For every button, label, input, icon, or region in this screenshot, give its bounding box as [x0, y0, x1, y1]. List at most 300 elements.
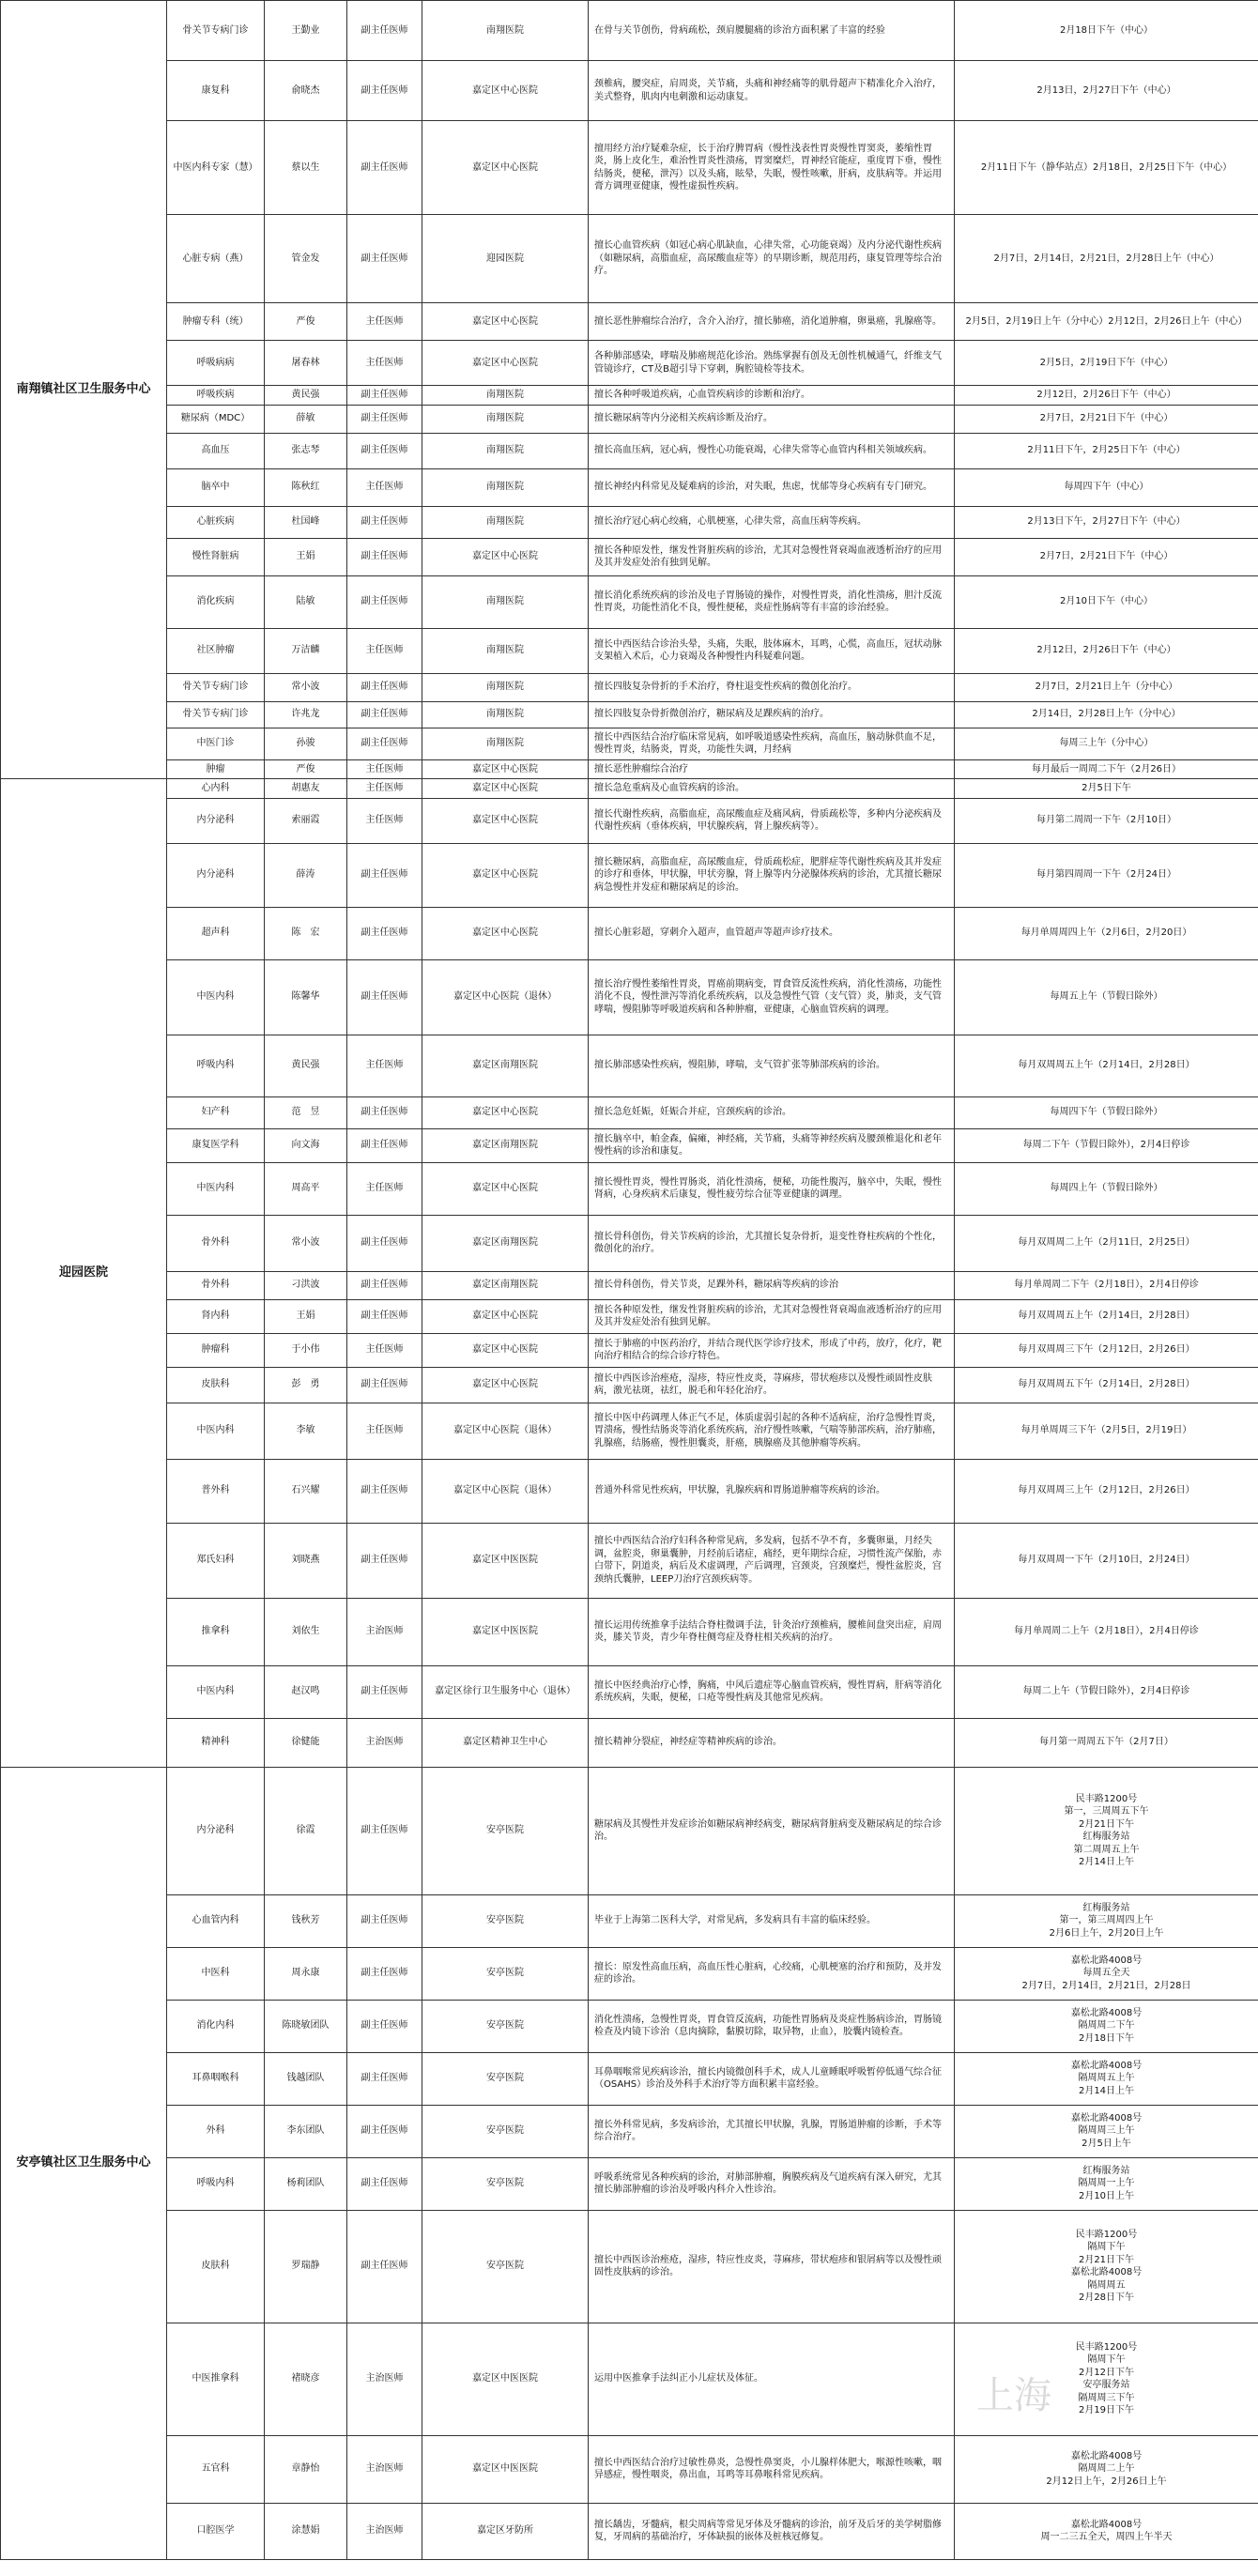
doctor-title-cell: 主任医师 [347, 759, 422, 779]
doctor-name-cell: 陈晓敏团队 [265, 2000, 347, 2052]
table-row [1, 2157, 1258, 2210]
doctor-name-cell: 王娟 [265, 538, 347, 575]
schedule-cell: 2月5日，2月19日下午（中心） [955, 341, 1258, 386]
doctor-title-cell: 副主任医师 [347, 1459, 422, 1523]
schedule-cell: 嘉松北路4008号 隔周周三上午 2月5日上午 [955, 2105, 1258, 2157]
table-row [1, 2503, 1258, 2559]
doctor-name-cell: 钱越团队 [265, 2052, 347, 2105]
hospital-cell: 安亭医院 [422, 2000, 589, 2052]
specialty-description-cell: 擅长四肢复杂骨折微创治疗，糖尿病及足踝疾病的治疗。 [589, 701, 955, 728]
table-row [1, 1598, 1258, 1665]
table-row [1, 798, 1258, 843]
schedule-cell: 每周三上午（分中心） [955, 728, 1258, 759]
doctor-title-cell: 副主任医师 [347, 1767, 422, 1894]
department-cell: 心脏专病（燕） [167, 215, 265, 303]
department-cell: 肿瘤科 [167, 1333, 265, 1367]
hospital-cell: 嘉定区中心医院 [422, 798, 589, 843]
schedule-cell: 每月双周周一下午（2月10日，2月24日） [955, 1523, 1258, 1598]
hospital-cell: 南翔医院 [422, 433, 589, 468]
hospital-cell: 嘉定区南翔医院 [422, 1215, 589, 1271]
schedule-cell: 每月双周周五上午（2月14日，2月28日） [955, 1299, 1258, 1333]
watermark-logo: 上海 [976, 2374, 1051, 2417]
department-cell: 耳鼻咽喉科 [167, 2052, 265, 2105]
department-cell: 肿瘤 [167, 759, 265, 779]
schedule-cell: 每月单周周三下午（2月5日，2月19日） [955, 1403, 1258, 1459]
table-row [1, 959, 1258, 1035]
specialty-description-cell: 颈椎病，腰突症，肩周炎，关节痛，头痛和神经痛等的肌骨超声下精准化介入治疗，美式整脊，肌肉内电刺激和运动康复。 [589, 61, 955, 121]
department-cell: 骨关节专病门诊 [167, 701, 265, 728]
doctor-name-cell: 陆敏 [265, 575, 347, 628]
table-row [1, 1035, 1258, 1096]
table-row [1, 2323, 1258, 2435]
schedule-cell: 每月双周周五下午（2月14日，2月28日） [955, 1367, 1258, 1403]
doctor-name-cell: 徐霞 [265, 1767, 347, 1894]
doctor-title-cell: 副主任医师 [347, 2157, 422, 2210]
hospital-cell: 嘉定区精神卫生中心 [422, 1718, 589, 1767]
doctor-name-cell: 周高平 [265, 1162, 347, 1215]
hospital-cell: 嘉定区中心医院 [422, 759, 589, 779]
table-row [1, 1162, 1258, 1215]
specialty-description-cell: 擅长治疗冠心病心绞痛，心肌梗塞，心律失常，高血压病等疾病。 [589, 506, 955, 538]
specialty-description-cell: 在骨与关节创伤，骨病疏松，颈肩腰腿痛的诊治方面积累了丰富的经验 [589, 1, 955, 61]
table-row [1, 341, 1258, 386]
schedule-cell: 每月第四周周一下午（2月24日） [955, 843, 1258, 907]
doctor-name-cell: 蔡以生 [265, 121, 347, 215]
schedule-cell: 每月双周周三下午（2月12日，2月26日） [955, 1333, 1258, 1367]
doctor-name-cell: 周永康 [265, 1947, 347, 2000]
doctor-title-cell: 副主任医师 [347, 1, 422, 61]
specialty-description-cell: 消化性溃疡，急慢性胃炎，胃食管反流病，功能性胃肠病及炎症性肠病诊治，胃肠镜检查及内镜下诊治（息肉摘除，黏膜切除，取异物，止血），胶囊内镜检查。 [589, 2000, 955, 2052]
doctor-title-cell: 副主任医师 [347, 1665, 422, 1718]
hospital-cell: 嘉定区南翔医院 [422, 1035, 589, 1096]
schedule-cell: 红梅服务站 隔周周一上午 2月10日上午 [955, 2157, 1258, 2210]
schedule-cell: 嘉松北路4008号 周一二三五全天，周四上午半天 [955, 2503, 1258, 2559]
hospital-cell: 嘉定区中心医院 [422, 538, 589, 575]
doctor-name-cell: 常小波 [265, 1215, 347, 1271]
doctor-title-cell: 副主任医师 [347, 575, 422, 628]
doctor-name-cell: 俞晓杰 [265, 61, 347, 121]
department-cell: 消化内科 [167, 2000, 265, 2052]
specialty-description-cell: 普通外科常见性疾病，甲状腺，乳腺疾病和胃肠道肿瘤等疾病的诊治。 [589, 1459, 955, 1523]
table-row [1, 1767, 1258, 1894]
specialty-description-cell: 擅长恶性肿瘤综合治疗 [589, 759, 955, 779]
hospital-cell: 南翔医院 [422, 405, 589, 433]
table-row [1, 1367, 1258, 1403]
department-cell: 骨关节专病门诊 [167, 673, 265, 701]
doctor-title-cell: 副主任医师 [347, 1367, 422, 1403]
schedule-cell: 2月13日下午，2月27日下午（中心） [955, 506, 1258, 538]
hospital-cell: 安亭医院 [422, 1767, 589, 1894]
department-cell: 超声科 [167, 907, 265, 959]
department-cell: 内分泌科 [167, 798, 265, 843]
specialty-description-cell: 擅长：原发性高血压病，高血压性心脏病，心绞痛，心肌梗塞的治疗和预防，及并发症的诊治。 [589, 1947, 955, 2000]
specialty-description-cell: 擅长心血管疾病（如冠心病心肌缺血，心律失常，心功能衰竭）及内分泌代谢性疾病（如糖尿病，高脂血症，高尿酸血症等）的早期诊断，规范用药，康复管理等综合治疗。 [589, 215, 955, 303]
table-row [1, 1665, 1258, 1718]
schedule-cell: 每月最后一周周二下午（2月26日） [955, 759, 1258, 779]
hospital-cell: 嘉定区中心医院 [422, 1162, 589, 1215]
doctor-name-cell: 许兆龙 [265, 701, 347, 728]
doctor-name-cell: 褚晓彦 [265, 2323, 347, 2435]
hospital-cell: 嘉定区南翔医院 [422, 1271, 589, 1299]
department-cell: 皮肤科 [167, 2210, 265, 2323]
specialty-description-cell: 各种肺部感染，哮喘及肺癌规范化诊治。熟练掌握有创及无创性机械通气，纤维支气管镜诊疗，CT及B超引导下穿刺，胸腔镜检等技术。 [589, 341, 955, 386]
table-row [1, 843, 1258, 907]
schedule-cell: 2月5日下午 [955, 779, 1258, 799]
schedule-cell: 每月单周周二上午（2月18日），2月4日停诊 [955, 1598, 1258, 1665]
doctor-title-cell: 主治医师 [347, 2435, 422, 2503]
doctor-name-cell: 向文海 [265, 1128, 347, 1162]
table-row [1, 506, 1258, 538]
hospital-cell: 安亭医院 [422, 2105, 589, 2157]
department-cell: 中医推拿科 [167, 2323, 265, 2435]
doctor-title-cell: 副主任医师 [347, 1947, 422, 2000]
hospital-cell: 嘉定区中心医院（退休） [422, 1459, 589, 1523]
hospital-cell: 南翔医院 [422, 701, 589, 728]
doctor-title-cell: 副主任医师 [347, 506, 422, 538]
doctor-title-cell: 副主任医师 [347, 728, 422, 759]
schedule-cell: 2月7日，2月14日，2月21日，2月28日上午（中心） [955, 215, 1258, 303]
schedule-cell: 每月双周周二上午（2月11日，2月25日） [955, 1215, 1258, 1271]
hospital-cell: 嘉定区中心医院 [422, 779, 589, 799]
doctor-name-cell: 石兴耀 [265, 1459, 347, 1523]
specialty-description-cell: 擅长急危重病及心血管疾病的诊治。 [589, 779, 955, 799]
department-cell: 郑氏妇科 [167, 1523, 265, 1598]
specialty-description-cell: 擅长心脏彩超，穿刺介入超声，血管超声等超声诊疗技术。 [589, 907, 955, 959]
department-cell: 社区肿瘤 [167, 628, 265, 673]
schedule-cell: 2月18日下午（中心） [955, 1, 1258, 61]
hospital-cell: 嘉定区南翔医院 [422, 1128, 589, 1162]
doctor-name-cell: 李敏 [265, 1403, 347, 1459]
table-row [1, 1333, 1258, 1367]
hospital-cell: 安亭医院 [422, 2052, 589, 2105]
specialty-description-cell: 擅长中西医结合治疗临床常见病，如呼吸道感染性疾病，高血压，脑动脉供血不足，慢性胃炎，结肠炎，胃炎，功能性失调，月经病 [589, 728, 955, 759]
doctor-title-cell: 主任医师 [347, 1162, 422, 1215]
doctor-name-cell: 杨莉团队 [265, 2157, 347, 2210]
doctor-name-cell: 涂慧娟 [265, 2503, 347, 2559]
doctor-title-cell: 主治医师 [347, 1598, 422, 1665]
table-row [1, 1128, 1258, 1162]
doctor-name-cell: 张志琴 [265, 433, 347, 468]
doctor-title-cell: 副主任医师 [347, 843, 422, 907]
table-row [1, 759, 1258, 779]
schedule-cell: 嘉松北路4008号 隔周周二上午 2月12日上午，2月26日上午 [955, 2435, 1258, 2503]
hospital-cell: 嘉定区中心医院（退休） [422, 959, 589, 1035]
department-cell: 心脏疾病 [167, 506, 265, 538]
doctor-title-cell: 主任医师 [347, 341, 422, 386]
doctor-name-cell: 陈秋红 [265, 468, 347, 506]
table-row [1, 1, 1258, 61]
specialty-description-cell: 擅长肺部感染性疾病，慢阻肺，哮喘，支气管扩张等肺部疾病的诊治。 [589, 1035, 955, 1096]
table-row [1, 1403, 1258, 1459]
doctor-name-cell: 黄民强 [265, 1035, 347, 1096]
doctor-title-cell: 副主任医师 [347, 121, 422, 215]
table-row [1, 779, 1258, 799]
doctor-title-cell: 主任医师 [347, 468, 422, 506]
hospital-cell: 嘉定区中心医院 [422, 843, 589, 907]
doctor-title-cell: 副主任医师 [347, 907, 422, 959]
department-cell: 内分泌科 [167, 843, 265, 907]
doctor-name-cell: 李东团队 [265, 2105, 347, 2157]
doctor-title-cell: 副主任医师 [347, 673, 422, 701]
hospital-cell: 安亭医院 [422, 1894, 589, 1947]
hospital-cell: 南翔医院 [422, 575, 589, 628]
department-cell: 中医门诊 [167, 728, 265, 759]
department-cell: 康复科 [167, 61, 265, 121]
department-cell: 肿瘤专科（统） [167, 303, 265, 341]
schedule-cell: 每月双周周三上午（2月12日，2月26日） [955, 1459, 1258, 1523]
specialty-description-cell: 擅长消化系统疾病的诊治及电子胃肠镜的操作，对慢性胃炎，消化性溃疡，胆汁反流性胃炎，功能性消化不良，慢性便秘，炎症性肠病等有丰富的诊治经验。 [589, 575, 955, 628]
doctor-name-cell: 刘晓燕 [265, 1523, 347, 1598]
specialty-description-cell: 擅长中医经典治疗心悸，胸痛，中风后遗症等心脑血管疾病，慢性胃病，肝病等消化系统疾病，失眠，便秘，口疮等慢性病及其他常见疾病。 [589, 1665, 955, 1718]
schedule-cell: 2月13日，2月27日下午（中心） [955, 61, 1258, 121]
specialty-description-cell: 擅长龋齿，牙髓病，根尖周病等常见牙体及牙髓病的诊治，前牙及后牙的美学树脂修复，牙周病的基础治疗，牙体缺损的嵌体及桩核冠修复。 [589, 2503, 955, 2559]
specialty-description-cell: 擅长中西医诊治痤疮，湿疹，特应性皮炎，荨麻疹，带状疱疹和银屑病等以及慢性顽固性皮肤病的诊治。 [589, 2210, 955, 2323]
hospital-cell: 南翔医院 [422, 386, 589, 406]
specialty-description-cell: 擅长各种原发性，继发性肾脏疾病的诊治，尤其对急慢性肾衰竭血液透析治疗的应用及其并发症处治有独到见解。 [589, 1299, 955, 1333]
doctor-name-cell: 钱秋芳 [265, 1894, 347, 1947]
table-row [1, 628, 1258, 673]
hospital-cell: 嘉定区中医医院 [422, 1598, 589, 1665]
doctor-title-cell: 主任医师 [347, 1403, 422, 1459]
specialty-description-cell: 擅长糖尿病等内分泌相关疾病诊断及治疗。 [589, 405, 955, 433]
department-cell: 糖尿病（MDC） [167, 405, 265, 433]
doctor-name-cell: 罗瑞静 [265, 2210, 347, 2323]
specialty-description-cell: 擅长代谢性疾病，高脂血症，高尿酸血症及痛风病，骨质疏松等，多种内分泌疾病及代谢性疾病（垂体疾病，甲状腺疾病，肾上腺疾病等）。 [589, 798, 955, 843]
hospital-cell: 安亭医院 [422, 1947, 589, 2000]
hospital-cell: 嘉定区徐行卫生服务中心（退休） [422, 1665, 589, 1718]
department-cell: 呼吸内科 [167, 1035, 265, 1096]
doctor-name-cell: 陈 宏 [265, 907, 347, 959]
schedule-cell: 2月5日，2月19日上午（分中心）2月12日，2月26日上午（中心） [955, 303, 1258, 341]
doctor-title-cell: 副主任医师 [347, 2105, 422, 2157]
doctor-title-cell: 副主任医师 [347, 538, 422, 575]
doctor-name-cell: 杜国峰 [265, 506, 347, 538]
table-row [1, 673, 1258, 701]
schedule-cell: 每周四上午（节假日除外） [955, 1162, 1258, 1215]
table-row [1, 2052, 1258, 2105]
specialty-description-cell: 擅长治疗慢性萎缩性胃炎，胃癌前期病变，胃食管反流性疾病，消化性溃疡，功能性消化不良，慢性泄泻等消化系统疾病，以及急慢性气管（支气管）炎，肺炎，支气管哮喘，慢阻肺等呼吸道疾病和各种肿瘤，亚健康，心脑血管疾病的调理。 [589, 959, 955, 1035]
specialty-description-cell: 擅长中西医结合治疗过敏性鼻炎，急慢性鼻窦炎，小儿腺样体肥大，喉源性咳嗽，咽异感症，慢性咽炎，鼻出血，耳鸣等耳鼻喉科常见疾病。 [589, 2435, 955, 2503]
hospital-cell: 嘉定区中心医院 [422, 1096, 589, 1128]
schedule-cell: 每周五上午（节假日除外） [955, 959, 1258, 1035]
schedule-cell: 2月11日下午，2月25日下午（中心） [955, 433, 1258, 468]
table-row [1, 2000, 1258, 2052]
specialty-description-cell: 运用中医推拿手法纠正小儿症状及体征。 [589, 2323, 955, 2435]
hospital-cell: 嘉定区中医医院 [422, 1523, 589, 1598]
doctor-title-cell: 主治医师 [347, 1718, 422, 1767]
doctor-name-cell: 薛涛 [265, 843, 347, 907]
doctor-name-cell: 严俊 [265, 303, 347, 341]
department-cell: 内分泌科 [167, 1767, 265, 1894]
doctor-name-cell: 赵汉鸣 [265, 1665, 347, 1718]
schedule-cell: 2月14日，2月28日上午（分中心） [955, 701, 1258, 728]
doctor-title-cell: 副主任医师 [347, 2052, 422, 2105]
hospital-cell: 嘉定区中心医院 [422, 1333, 589, 1367]
specialty-description-cell: 毕业于上海第二医科大学，对常见病，多发病具有丰富的临床经验。 [589, 1894, 955, 1947]
specialty-description-cell: 擅长精神分裂症，神经症等精神疾病的诊治。 [589, 1718, 955, 1767]
doctor-name-cell: 常小波 [265, 673, 347, 701]
specialty-description-cell: 擅长于肺癌的中医药治疗，并结合现代医学诊疗技术，形成了中药，放疗，化疗，靶向治疗相结合的综合诊疗特色。 [589, 1333, 955, 1367]
doctor-name-cell: 屠春林 [265, 341, 347, 386]
specialty-description-cell: 擅长骨科创伤，骨关节疾病的诊治，尤其擅长复杂骨折，退变性脊柱疾病的个性化，微创化的治疗。 [589, 1215, 955, 1271]
hospital-cell: 嘉定区中心医院 [422, 121, 589, 215]
specialty-description-cell: 擅长外科常见病，多发病诊治，尤其擅长甲状腺，乳腺，胃肠道肿瘤的诊断，手术等综合治疗。 [589, 2105, 955, 2157]
schedule-cell: 红梅服务站 第一，第三周周四上午 2月6日上午，2月20日上午 [955, 1894, 1258, 1947]
schedule-cell: 每周四下午（中心） [955, 468, 1258, 506]
doctor-name-cell: 薛敏 [265, 405, 347, 433]
table-row [1, 701, 1258, 728]
department-cell: 骨外科 [167, 1215, 265, 1271]
doctor-name-cell: 管金发 [265, 215, 347, 303]
department-cell: 五官科 [167, 2435, 265, 2503]
table-row [1, 1096, 1258, 1128]
schedule-cell: 嘉松北路4008号 每周五全天 2月7日，2月14日，2月21日，2月28日 [955, 1947, 1258, 2000]
department-cell: 口腔医学 [167, 2503, 265, 2559]
doctor-title-cell: 主任医师 [347, 779, 422, 799]
doctor-title-cell: 副主任医师 [347, 405, 422, 433]
doctor-name-cell: 章静怡 [265, 2435, 347, 2503]
department-cell: 中医科 [167, 1947, 265, 2000]
specialty-description-cell: 擅长糖尿病，高脂血症，高尿酸血症，骨质疏松症，肥胖症等代谢性疾病及其并发症的诊疗和垂体，甲状腺，甲状旁腺，肾上腺等内分泌腺体疾病的诊治，尤其擅长糖尿病急慢性并发症和糖尿病足的诊治。 [589, 843, 955, 907]
specialty-description-cell: 呼吸系统常见各种疾病的诊治，对肺部肿瘤，胸膜疾病及气道疾病有深入研究，尤其擅长肺部肿瘤的诊治及呼吸内科介入性诊治。 [589, 2157, 955, 2210]
schedule-cell: 2月12日，2月26日下午（中心） [955, 628, 1258, 673]
table-row [1, 121, 1258, 215]
doctor-name-cell: 孙骏 [265, 728, 347, 759]
doctor-name-cell: 王勤业 [265, 1, 347, 61]
department-cell: 中医内科 [167, 1403, 265, 1459]
department-cell: 心内科 [167, 779, 265, 799]
doctor-title-cell: 副主任医师 [347, 433, 422, 468]
hospital-cell: 嘉定区中心医院 [422, 61, 589, 121]
department-cell: 骨关节专病门诊 [167, 1, 265, 61]
hospital-cell: 嘉定区中医医院 [422, 2323, 589, 2435]
schedule-cell: 2月7日，2月21日下午（中心） [955, 538, 1258, 575]
service-center-name: 南翔镇社区卫生服务中心 [1, 1, 167, 779]
specialty-description-cell: 擅长各种呼吸道疾病，心血管疾病诊的诊断和治疗。 [589, 386, 955, 406]
hospital-cell: 嘉定区中心医院 [422, 303, 589, 341]
service-center-name: 安亭镇社区卫生服务中心 [1, 1767, 167, 2559]
hospital-cell: 南翔医院 [422, 506, 589, 538]
doctor-title-cell: 副主任医师 [347, 959, 422, 1035]
doctor-name-cell: 胡惠友 [265, 779, 347, 799]
schedule-cell: 每月双周周五上午（2月14日，2月28日） [955, 1035, 1258, 1096]
hospital-cell: 安亭医院 [422, 2157, 589, 2210]
hospital-cell: 嘉定区中心医院 [422, 1299, 589, 1333]
hospital-cell: 南翔医院 [422, 728, 589, 759]
department-cell: 外科 [167, 2105, 265, 2157]
doctor-title-cell: 副主任医师 [347, 1523, 422, 1598]
department-cell: 呼吸内科 [167, 2157, 265, 2210]
specialty-description-cell: 擅长运用传统推拿手法结合脊柱微调手法，针灸治疗颈椎病，腰椎间盘突出症，肩周炎，膝关节炎，青少年脊柱侧弯症及脊柱相关疾病的治疗。 [589, 1598, 955, 1665]
table-row [1, 405, 1258, 433]
table-row [1, 2435, 1258, 2503]
schedule-cell: 民丰路1200号 第一，三周周五下午 2月21日下午 红梅服务站 第二周周五上午 2月14日上午 [955, 1767, 1258, 1894]
specialty-description-cell: 擅长脑卒中，帕金森，偏瘫，神经痛，关节痛，头痛等神经疾病及腰颈椎退化和老年慢性病的诊治和康复。 [589, 1128, 955, 1162]
specialty-description-cell: 耳鼻咽喉常见疾病诊治，擅长内镜微创科手术，成人儿童睡眠呼吸暂停低通气综合征（OSAHS）诊治及外科手术治疗等方面积累丰富经验。 [589, 2052, 955, 2105]
doctor-title-cell: 副主任医师 [347, 1096, 422, 1128]
hospital-cell: 嘉定区中心医院 [422, 907, 589, 959]
specialty-description-cell: 擅长高血压病，冠心病，慢性心功能衰竭，心律失常等心血管内科相关领域疾病。 [589, 433, 955, 468]
department-cell: 呼吸疾病 [167, 386, 265, 406]
doctor-title-cell: 主任医师 [347, 798, 422, 843]
doctor-title-cell: 主治医师 [347, 2323, 422, 2435]
department-cell: 呼吸病病 [167, 341, 265, 386]
doctor-title-cell: 副主任医师 [347, 386, 422, 406]
table-row [1, 303, 1258, 341]
table-row [1, 1299, 1258, 1333]
specialty-description-cell: 擅长中西医结合诊治头晕，头痛，失眠，肢体麻木，耳鸣，心慌，高血压，冠状动脉支架植入术后，心力衰竭及各种慢性内科疑难问题。 [589, 628, 955, 673]
doctor-name-cell: 刁洪波 [265, 1271, 347, 1299]
table-row [1, 1523, 1258, 1598]
department-cell: 脑卒中 [167, 468, 265, 506]
schedule-cell: 2月11日下午（静华站点）2月18日，2月25日下午（中心） [955, 121, 1258, 215]
doctor-title-cell: 副主任医师 [347, 2210, 422, 2323]
doctor-title-cell: 主任医师 [347, 628, 422, 673]
schedule-cell: 每周二下午（节假日除外），2月4日停诊 [955, 1128, 1258, 1162]
specialty-description-cell: 擅长四肢复杂骨折的手术治疗，脊柱退变性疾病的微创化治疗。 [589, 673, 955, 701]
department-cell: 消化疾病 [167, 575, 265, 628]
hospital-cell: 嘉定区牙防所 [422, 2503, 589, 2559]
specialty-description-cell: 擅长急危妊娠，妊娠合并症，宫颈疾病的诊治。 [589, 1096, 955, 1128]
hospital-cell: 南翔医院 [422, 628, 589, 673]
schedule-cell: 每周四下午（节假日除外） [955, 1096, 1258, 1128]
specialty-description-cell: 糖尿病及其慢性并发症诊治如糖尿病神经病变，糖尿病肾脏病变及糖尿病足的综合诊治。 [589, 1767, 955, 1894]
schedule-cell: 嘉松北路4008号 隔周周二下午 2月18日下午 [955, 2000, 1258, 2052]
schedule-cell: 每月第一周周五下午（2月7日） [955, 1718, 1258, 1767]
department-cell: 高血压 [167, 433, 265, 468]
doctor-title-cell: 主任医师 [347, 1035, 422, 1096]
department-cell: 肾内科 [167, 1299, 265, 1333]
department-cell: 皮肤科 [167, 1367, 265, 1403]
hospital-cell: 嘉定区中心医院 [422, 1367, 589, 1403]
table-row [1, 1947, 1258, 2000]
department-cell: 中医内科 [167, 1162, 265, 1215]
specialty-description-cell: 擅长各种原发性，继发性肾脏疾病的诊治，尤其对急慢性肾衰竭血液透析治疗的应用及其并发症处治有独到见解。 [589, 538, 955, 575]
schedule-cell: 嘉松北路4008号 隔周周五上午 2月14日上午 [955, 2052, 1258, 2105]
specialty-description-cell: 擅长骨科创伤，骨关节炎，足踝外科，糖尿病等疾病的诊治 [589, 1271, 955, 1299]
table-row [1, 2105, 1258, 2157]
department-cell: 慢性肾脏病 [167, 538, 265, 575]
schedule-cell: 2月7日，2月21日下午（中心） [955, 405, 1258, 433]
doctor-title-cell: 副主任医师 [347, 701, 422, 728]
schedule-cell: 每月第二周周一下午（2月10日） [955, 798, 1258, 843]
doctor-title-cell: 副主任医师 [347, 2000, 422, 2052]
doctor-name-cell: 索丽霞 [265, 798, 347, 843]
doctor-title-cell: 副主任医师 [347, 1128, 422, 1162]
schedule-cell: 2月10日下午（中心） [955, 575, 1258, 628]
schedule-cell: 2月12日，2月26日下午（中心） [955, 386, 1258, 406]
hospital-cell: 南翔医院 [422, 468, 589, 506]
department-cell: 中医内科 [167, 1665, 265, 1718]
doctor-name-cell: 范 昱 [265, 1096, 347, 1128]
department-cell: 精神科 [167, 1718, 265, 1767]
doctor-name-cell: 王娟 [265, 1299, 347, 1333]
specialty-description-cell: 擅长神经内科常见及疑难病的诊治，对失眠，焦虑，忧郁等身心疾病有专门研究。 [589, 468, 955, 506]
table-row [1, 386, 1258, 406]
specialty-description-cell: 擅长中医中药调理人体正气不足，体质虚弱引起的各种不适病症，治疗急慢性胃炎，胃溃疡，慢性结肠炎等消化系统疾病，治疗慢性咳嗽，气喘等肺部疾病，治疗肺癌，乳腺癌，结肠癌，慢性胆囊炎，肝癌，胰腺癌及其他肿瘤等疾病。 [589, 1403, 955, 1459]
hospital-cell: 安亭医院 [422, 2210, 589, 2323]
table-row [1, 61, 1258, 121]
doctor-name-cell: 徐健能 [265, 1718, 347, 1767]
department-cell: 中医内科 [167, 959, 265, 1035]
doctor-name-cell: 彭 勇 [265, 1367, 347, 1403]
department-cell: 康复医学科 [167, 1128, 265, 1162]
hospital-cell: 迎园医院 [422, 215, 589, 303]
hospital-cell: 嘉定区中医医院 [422, 2435, 589, 2503]
schedule-cell: 每周二上午（节假日除外），2月4日停诊 [955, 1665, 1258, 1718]
department-cell: 心血管内科 [167, 1894, 265, 1947]
table-row [1, 215, 1258, 303]
